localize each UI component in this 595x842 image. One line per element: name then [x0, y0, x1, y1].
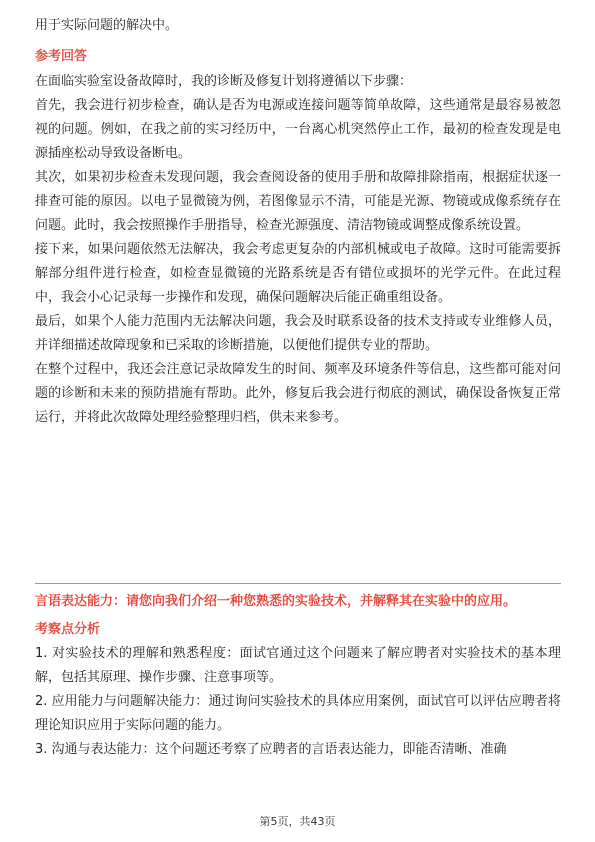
answer-paragraph-5: 最后，如果个人能力范围内无法解决问题，我会及时联系设备的技术支持或专业维修人员，并详细描述故障现象和已采取的诊断措施，以便他们提供专业的帮助。 — [35, 314, 561, 353]
reference-answer-heading: 参考回答 — [35, 49, 88, 64]
page-footer: 第5页，共43页 — [259, 815, 336, 828]
analysis-item-2: 2. 应用能力与问题解决能力：通过询问实验技术的具体应用案例，面试官可以评估应聘者将理论知识应用于实际问题的能力。 — [35, 694, 561, 733]
analysis-item-1: 1. 对实验技术的理解和熟悉程度：面试官通过这个问题来了解应聘者对实验技术的基本理解，包括其原理、操作步骤、注意事项等。 — [35, 646, 561, 685]
analysis-heading: 考察点分析 — [35, 622, 101, 637]
answer-paragraph-3: 其次，如果初步检查未发现问题，我会查阅设备的使用手册和故障排除指南，根据症状逐一排查可能的原因。以电子显微镜为例，若图像显示不清，可能是光源、物镜或成像系统存在问题。此时，我会按照操作手册指导，检查光源强度、清洁物镜或调整成像系统设置。 — [35, 170, 561, 233]
section-divider — [35, 583, 561, 584]
page-content — [35, 14, 561, 430]
question-section — [35, 592, 561, 762]
answer-paragraph-2: 首先，我会进行初步检查，确认是否为电源或连接问题等简单故障，这些通常是最容易被忽视的问题。例如，在我之前的实习经历中，一台离心机突然停止工作，最初的检查发现是电源插座松动导致设备断电。 — [35, 98, 561, 161]
answer-paragraph-1: 在面临实验室设备故障时，我的诊断及修复计划将遵循以下步骤： — [35, 74, 413, 89]
question-title: 言语表达能力：请您向我们介绍一种您熟悉的实验技术，并解释其在实验中的应用。 — [35, 594, 517, 609]
answer-paragraph-4: 接下来，如果问题依然无法解决，我会考虑更复杂的内部机械或电子故障。这时可能需要拆解部分组件进行检查，如检查显微镜的光路系统是否有错位或损坏的光学元件。在此过程中，我会小心记录每一步操作和发现，确保问题解决后能正确重组设备。 — [35, 242, 561, 305]
answer-paragraph-6: 在整个过程中，我还会注意记录故障发生的时间、频率及环境条件等信息，这些都可能对问题的诊断和未来的预防措施有帮助。此外，修复后我会进行彻底的测试，确保设备恢复正常运行，并将此次故障处理经验整理归档，供未来参考。 — [35, 362, 561, 425]
intro-tail-text: 用于实际问题的解决中。 — [35, 18, 179, 33]
analysis-item-3: 3. 沟通与表达能力：这个问题还考察了应聘者的言语表达能力，即能否清晰、准确 — [35, 742, 507, 757]
